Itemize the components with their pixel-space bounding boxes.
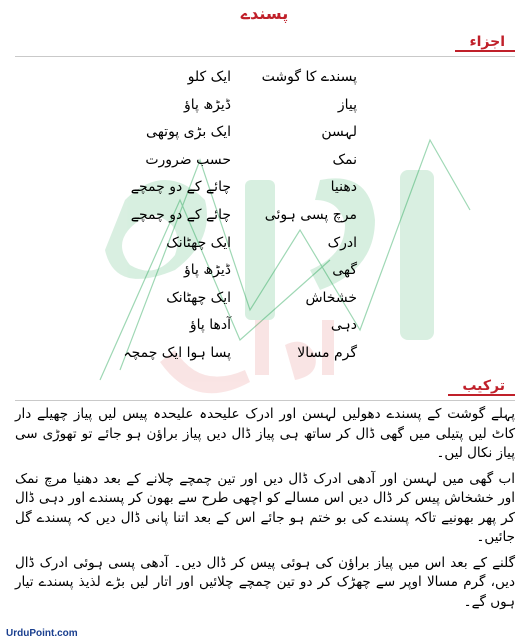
ingredient-name: پسندے کا گوشت [261,69,357,85]
ingredient-row [0,204,529,230]
site-footer-link[interactable]: UrduPoint.com [6,628,78,639]
ingredient-row [0,66,529,92]
ingredient-row [0,149,529,175]
ingredient-row [0,314,529,340]
ingredient-row [0,342,529,368]
ingredient-name: پیاز [337,96,357,113]
method-divider [15,400,515,401]
ingredient-row [0,121,529,147]
ingredient-name: ادرک [327,234,357,251]
ingredient-quantity: ایک چھٹانک [166,289,231,306]
ingredient-name: لہسن [321,124,357,141]
ingredient-row [0,176,529,202]
ingredient-quantity: ڈیڑھ پاؤ [183,96,231,113]
ingredient-quantity: ڈیڑھ پاؤ [183,262,231,279]
ingredient-quantity: ایک کلو [187,69,231,85]
method-paragraph: پہلے گوشت کے پسندے دھولیں لہسن اور ادرک علیحدہ علیحدہ پیس لیں پیاز چھیلے دار کاٹ لیں پتیلی میں گھی ڈال کر ساتھ ہی پیاز ڈال دیں پیاز براؤن ہو جائے تو تھوڑی سی پیاز نکال لیں۔ [15,406,515,461]
ingredient-quantity: پسا ہوا ایک چمچہ [123,345,231,361]
page-title: پسندے [240,4,289,23]
ingredient-quantity: ایک بڑی پوتھی [146,124,231,141]
method-steps [15,405,515,618]
ingredient-row [0,287,529,313]
ingredient-name: دہی [330,317,357,334]
ingredients-heading: اجزاء [455,34,515,52]
ingredient-name: خشخاش [305,289,357,306]
ingredient-quantity: حسب ضرورت [145,151,231,168]
ingredient-name: مرچ پسی ہوئی [264,207,357,223]
method-heading: ترکیب [448,378,515,396]
ingredient-name: دھنیا [330,179,357,196]
ingredient-quantity: چائے کے دو چمچے [130,207,231,223]
ingredient-quantity: ایک چھٹانک [166,234,231,251]
ingredient-quantity: آدھا پاؤ [189,317,231,334]
ingredient-name: نمک [332,151,357,168]
ingredient-row [0,232,529,258]
ingredients-divider [15,56,515,57]
ingredient-name: گھی [332,262,357,279]
ingredient-row [0,259,529,285]
method-paragraph: اب گھی میں لہسن اور آدھی ادرک ڈال دیں اور تین چمچے چلانے کے بعد دھنیا مرچ نمک اور خشخاش پیس کر ڈال دیں اس مسالے کو اچھی طرح سے بھون کر پسندے اور دہی ڈال کر پھر بھونیے تاکہ پسندے کی بو ختم ہو جائے اس کے بعد اتنا پانی ڈال دیں کہ پسندے گل جائیں۔ [15,470,515,545]
ingredient-name: گرم مسالا [297,345,357,361]
ingredient-row [0,94,529,120]
ingredient-quantity: چائے کے دو چمچے [130,179,231,196]
method-paragraph: گلنے کے بعد اس میں پیاز براؤن کی ہوئی پیس کر ڈال دیں۔ آدھی پسی ہوئی ادرک ڈال دیں، گرم مسالا اوپر سے چھڑک کر دو تین چمچے چلائیں اور اتار لیں بڑے لذیذ پسندے تیار ہوں گے۔ [15,554,515,610]
